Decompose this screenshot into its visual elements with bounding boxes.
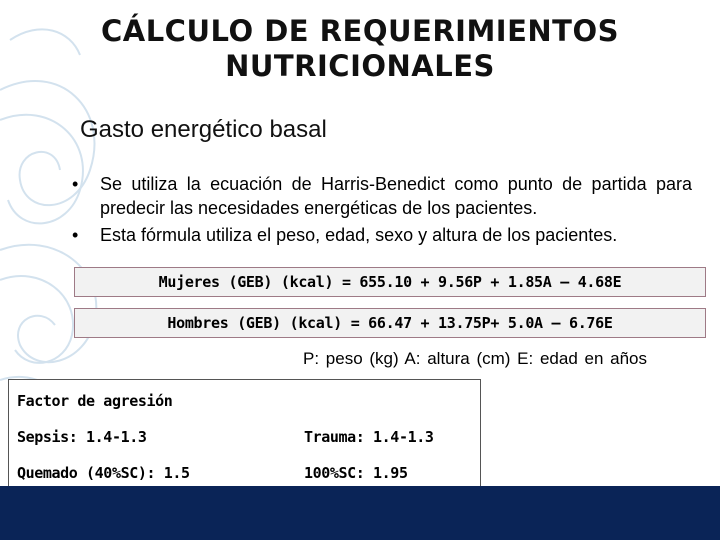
formula-men-text: Hombres (GEB) (kcal) = 66.47 + 13.75P+ 5.0A – 6.76E <box>167 314 613 332</box>
bullet-text: Esta fórmula utiliza el peso, edad, sexo y altura de los pacientes. <box>100 225 618 245</box>
formula-women-box <box>74 267 706 297</box>
formula-women-text: Mujeres (GEB) (kcal) = 655.10 + 9.56P + 1.85A – 4.68E <box>158 273 622 291</box>
bullet-item <box>72 223 692 247</box>
bullet-item <box>72 172 692 220</box>
slide-title: CÁLCULO DE REQUERIMIENTOS NUTRICIONALES <box>100 14 620 83</box>
bullet-marker: • <box>72 225 79 245</box>
bullet-list <box>72 172 692 250</box>
slide-subtitle: Gasto energético basal <box>80 116 327 143</box>
bullet-text: Se utiliza la ecuación de Harris-Benedict como punto de partida para predecir las necesidades energéticas de los pacientes. <box>100 174 692 218</box>
formula-men-box <box>74 308 706 338</box>
factor-sepsis: Sepsis: 1.4-1.3 <box>17 428 147 446</box>
factor-burn-partial: Quemado (40%SC): 1.5 <box>17 464 190 482</box>
factor-burn-full: 100%SC: 1.95 <box>304 464 408 482</box>
aggression-factor-box <box>8 379 481 494</box>
bullet-marker: • <box>72 174 79 194</box>
aggression-factor-title: Factor de agresión <box>17 392 173 410</box>
variable-legend: P: peso (kg) A: altura (cm) E: edad en años <box>303 349 647 368</box>
factor-trauma: Trauma: 1.4-1.3 <box>304 428 434 446</box>
footer-bar <box>0 486 720 540</box>
